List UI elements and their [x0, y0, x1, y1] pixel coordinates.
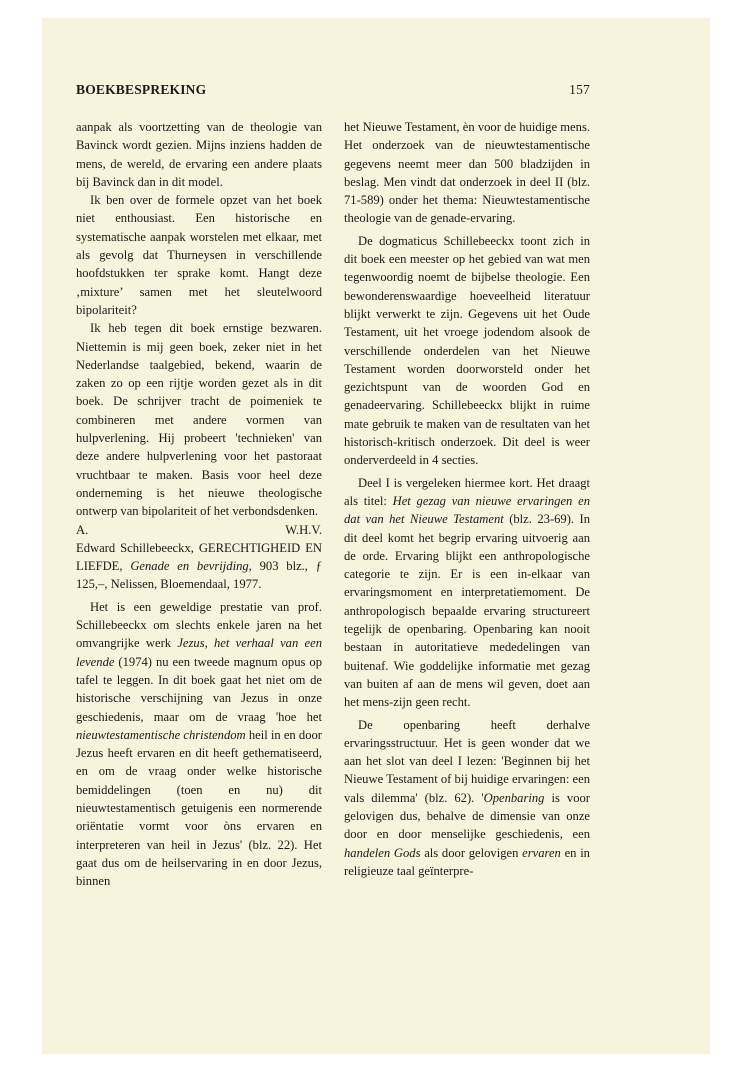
- signature-author: W.H.V.: [285, 522, 322, 537]
- paragraph: het Nieuwe Testament, èn voor de huidige mens. Het onderzoek van de nieuwtestamentische gegevens neemt meer dan 500 bladzijden in beslag. Men vindt dat onderzoek in deel II (blz. 71-589) onder het thema: Nieuwtestamentische theologie van de genade-ervaring.: [344, 120, 590, 226]
- text-run: Het is een geweldige prestatie van prof. Schillebeeckx om slechts enkele jaren na het omvangrijke werk: [76, 599, 322, 651]
- right-column: [344, 118, 590, 880]
- paragraph: [344, 474, 590, 712]
- paragraph: aanpak als voortzetting van de theologie van Bavinck wordt gezien. Mijns inziens hadden de mens, de wereld, de ervaring een andere plaats bij Bavinck dan in dit model.: [76, 120, 322, 189]
- section-title: BOEKBESPREKING: [76, 82, 207, 97]
- paragraph: Ik ben over de formele opzet van het boek niet enthousiast. Een historische en systematische aanpak worstelen met elkaar, met als gevolg dat Thurneysen in verschillende hoofdstukken ter sprake komt. Hangt deze ‚mixture’ samen met het sleutelwoord bipolariteit?: [76, 193, 322, 317]
- emphasis: nieuwtestamentische christendom: [76, 727, 246, 742]
- text-run: en in religieuze taal geïnterpre-: [344, 845, 590, 878]
- paragraph: [344, 716, 590, 881]
- text-run: (1974) nu een tweede magnum opus op tafel te leggen. In dit boek gaat het niet om de historische verschijning van Jezus in onze geschiedenis, maar om de vraag 'hoe het: [76, 654, 322, 724]
- text-run: als door gelovigen: [420, 845, 523, 860]
- emphasis: ervaren: [522, 845, 561, 860]
- page-number: 157: [569, 82, 590, 97]
- paragraph: De dogmaticus Schillebeeckx toont zich in dit boek een meester op het gebied van wat men tegenwoordig noemt de bijbelse theologie. Een bewonderenswaardige hoeveelheid literatuur blijkt verwerkt te zijn. Gegevens uit het Oude Testament, uit het vroege jodendom alsook de verschillende onderdelen van het Nieuwe Testament worden doorworsteld onder het gezichtspunt van de woorden God en genadeervaring. Schillebeeckx blijkt in ruime mate gebruik te maken van de resultaten van het historisch-kritisch onderzoek. Dit deel is weer onderverdeeld in 4 secties.: [344, 233, 590, 468]
- paragraph: Ik heb tegen dit boek ernstige bezwaren. Niettemin is mij geen boek, zeker niet in het Nederlandse taalgebied, bekend, waarin de zaken zo op een rijtje worden gezet als in dit boek. De schrijver tracht de poimeniek te combineren met andere vormen van hulpverlening. Hij probeert 'technieken' van deze andere hulpverlening voor het pastoraat vruchtbaar te maken. Basis voor heel deze onderneming is het nieuwe theologische ontwerp van bipolariteit of het verbondsdenken.: [76, 321, 322, 519]
- review-signature: [76, 521, 322, 539]
- review-heading: [76, 539, 322, 594]
- text-run: Deel I is vergeleken hiermee kort. Het draagt als titel:: [344, 475, 590, 508]
- left-column: [76, 118, 322, 890]
- review-subtitle: Genade en bevrijding,: [130, 559, 252, 574]
- text-run: is voor gelovigen dus, behalve de dimensie van onze door en door menselijke geschiedenis, een: [344, 790, 590, 842]
- running-head: [76, 82, 590, 98]
- text-run: (blz. 23-69). In dit deel komt het begrip ervaring uitvoerig aan de orde. Ervaring blijkt een anthropologische categorie te zijn. Er is een in-elkaar van ervaringsmoment en interpretatiemoment. De anthropologisch bepaalde ervaring structureert tegelijk de openbaring. Openbaring kan nooit bestaan in autoritatieve mededelingen van buitenaf. Wie goddelijke informatie met gezag van buiten af aan de mens wil geven, doet aan het mens-zijn geen recht.: [344, 512, 590, 710]
- book-page: [42, 18, 710, 1054]
- signature-location: A.: [76, 522, 89, 537]
- review-author-title: Edward Schillebeeckx, GERECHTIGHEID EN LIEFDE,: [76, 540, 322, 574]
- book-title: Jezus, het verhaal van een levende: [76, 636, 322, 669]
- emphasis: Openbaring: [483, 790, 545, 805]
- text-run: De openbaring heeft derhalve ervaringsstructuur. Het is geen wonder dat we aan het slot van deel I lezen: 'Beginnen bij het Nieuwe Testament of bij huidige ervaringen: een vals dilemma' (blz. 62). ': [344, 717, 590, 805]
- text-run: heil in en door Jezus heeft ervaren en dit heeft gethematiseerd, en om de vraag onder welke historische bemiddelingen (toen en nu) dit nieuwtestamentisch getuigenis een normerende oriëntatie vormt voor òns ervaren en interpreteren van heil in Jezus' (blz. 22). Het gaat dus om de heilservaring in en door Jezus, binnen: [76, 727, 322, 889]
- paragraph: [76, 598, 322, 891]
- part-title: Het gezag van nieuwe ervaringen en dat van het Nieuwe Testament: [344, 493, 590, 527]
- emphasis: handelen Gods: [344, 845, 421, 860]
- review-details: 903 blz., ƒ 125,–, Nelissen, Bloemendaal, 1977.: [76, 559, 323, 592]
